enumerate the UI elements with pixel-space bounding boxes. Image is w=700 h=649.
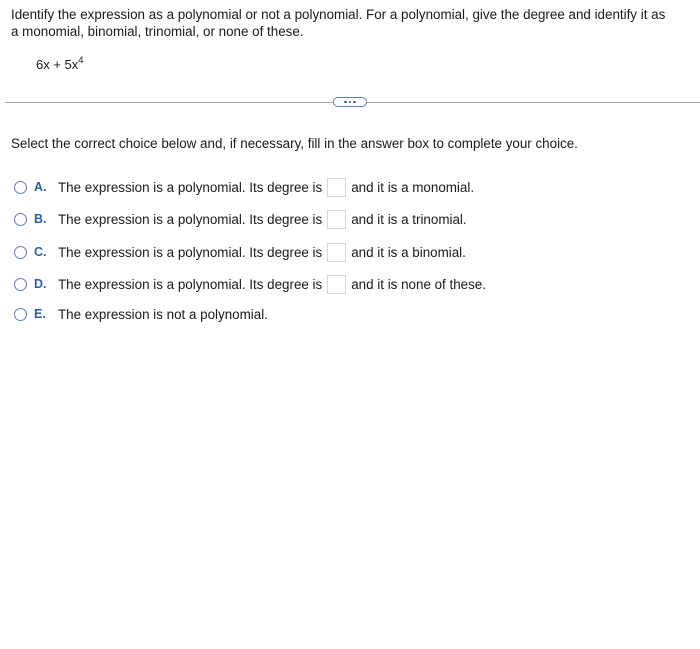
choice-b[interactable] (14, 208, 467, 230)
choice-text-after: and it is none of these. (351, 276, 486, 292)
choice-text-after: and it is a monomial. (351, 179, 475, 195)
choice-text-after: and it is a binomial. (351, 244, 466, 260)
choice-letter: B. (34, 212, 47, 226)
choice-letter: A. (34, 180, 47, 194)
radio-button-c[interactable] (14, 246, 27, 259)
radio-button-e[interactable] (14, 308, 27, 321)
choice-a[interactable] (14, 176, 474, 198)
ellipsis-icon (349, 101, 352, 104)
radio-button-d[interactable] (14, 278, 27, 291)
question-text (11, 6, 691, 40)
expression-exponent: 4 (78, 55, 84, 66)
choice-text: The expression is a polynomial. Its degree is (58, 276, 323, 292)
choice-text: The expression is a polynomial. Its degree is (58, 179, 323, 195)
answer-box-d[interactable] (327, 275, 346, 294)
choice-text-after: and it is a trinomial. (351, 211, 467, 227)
choice-letter: C. (34, 245, 47, 259)
answer-box-a[interactable] (327, 178, 346, 197)
question-line-2: a monomial, binomial, trinomial, or none of these. (11, 24, 304, 39)
question-line-1: Identify the expression as a polynomial or not a polynomial. For a polynomial, give the degree and identify it as (11, 7, 666, 22)
choice-letter: E. (34, 307, 46, 321)
choice-e[interactable] (14, 303, 268, 325)
choice-d[interactable] (14, 273, 486, 295)
choice-text: The expression is a polynomial. Its degree is (58, 244, 323, 260)
radio-button-b[interactable] (14, 213, 27, 226)
answer-box-b[interactable] (327, 210, 346, 229)
choice-c[interactable] (14, 241, 466, 263)
radio-button-a[interactable] (14, 181, 27, 194)
expression-base: 6x + 5x (36, 57, 79, 72)
ellipsis-icon (344, 101, 347, 104)
choice-text: The expression is a polynomial. Its degree is (58, 211, 323, 227)
choice-text: The expression is not a polynomial. (58, 306, 268, 322)
ellipsis-icon (353, 101, 356, 104)
expression (36, 56, 84, 74)
choice-letter: D. (34, 277, 47, 291)
instruction-text: Select the correct choice below and, if necessary, fill in the answer box to complete your choice. (11, 136, 578, 151)
more-options-button[interactable] (333, 97, 367, 107)
answer-box-c[interactable] (327, 243, 346, 262)
